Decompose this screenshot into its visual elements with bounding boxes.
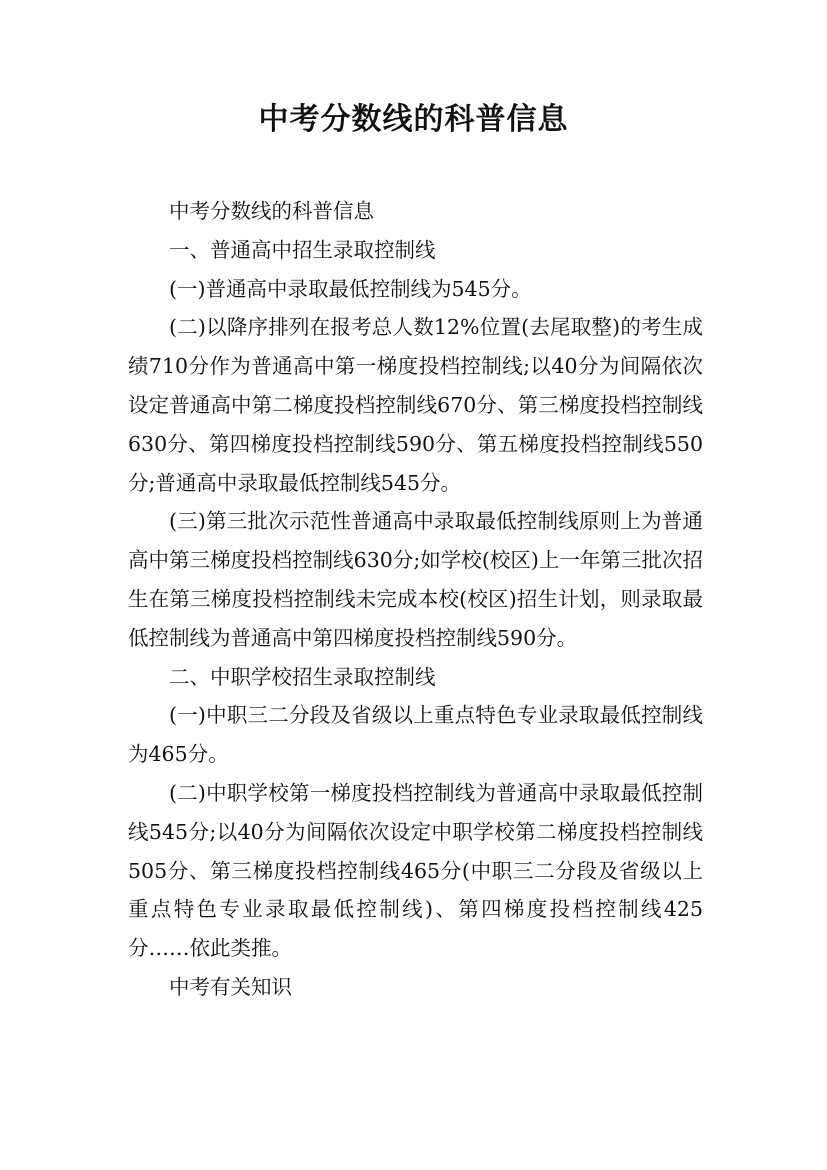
section-heading-high-school: 一、普通高中招生录取控制线 [169, 237, 436, 262]
paragraph-high-school-3: (三)第三批次示范性普通高中录取最低控制线原则上为普通高中第三梯度投档控制线630分;如学校(校区)上一年第三批次招生在第三梯度投档控制线未完成本校(校区)招生计划，则录取最低控制线为普通高中第四梯度投档控制线590分。 [128, 509, 703, 650]
paragraph-vocational-1: (一)中职三二分段及省级以上重点特色专业录取最低控制线为465分。 [128, 703, 703, 767]
document-body [128, 192, 703, 1007]
paragraph-high-school-2: (二)以降序排列在报考总人数12%位置(去尾取整)的考生成绩710分作为普通高中第一梯度投档控制线;以40分为间隔依次设定普通高中第二梯度投档控制线670分、第三梯度投档控制线630分、第四梯度投档控制线590分、第五梯度投档控制线550分;普通高中录取最低控制线545分。 [128, 315, 703, 495]
paragraph-heading-repeat: 中考分数线的科普信息 [169, 199, 374, 223]
document-title: 中考分数线的科普信息 [258, 102, 569, 137]
paragraph-related-knowledge: 中考有关知识 [169, 974, 292, 999]
section-heading-vocational: 二、中职学校招生录取控制线 [169, 664, 436, 689]
paragraph-vocational-2: (二)中职学校第一梯度投档控制线为普通高中录取最低控制线545分;以40分为间隔依次设定中职学校第二梯度投档控制线505分、第三梯度投档控制线465分(中职三二分段及省级以上重点特色专业录取最低控制线)、第四梯度投档控制线425分……依此类推。 [128, 780, 703, 961]
paragraph-high-school-1: (一)普通高中录取最低控制线为545分。 [169, 276, 532, 301]
